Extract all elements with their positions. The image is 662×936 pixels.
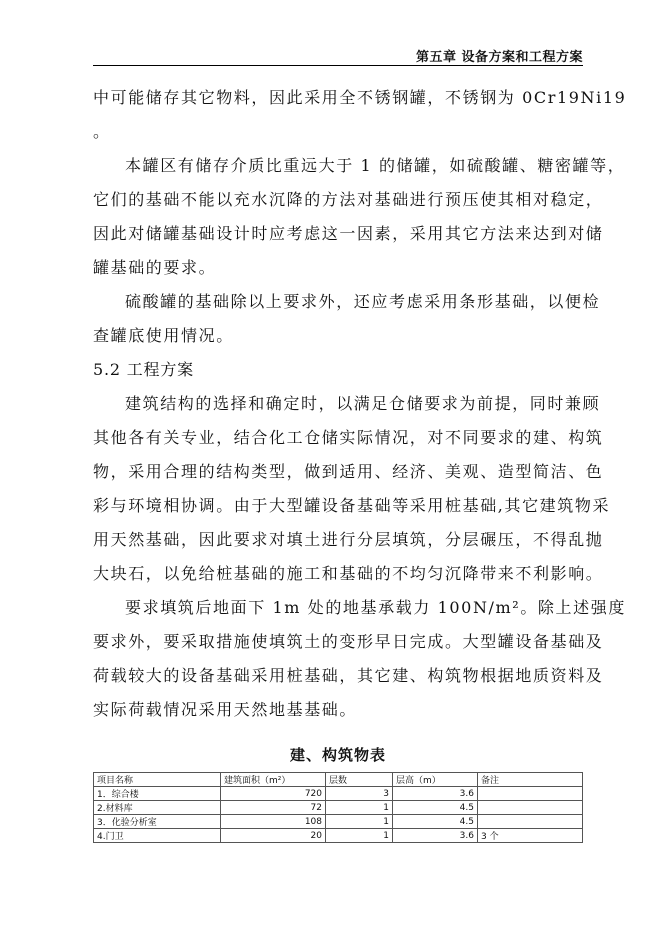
text-line: 。 <box>93 122 111 141</box>
cell-note: 3 个 <box>478 829 583 843</box>
cell-floors: 1 <box>326 801 393 815</box>
column-header: 项目名称 <box>94 773 221 787</box>
table-row <box>94 787 583 801</box>
column-header: 备注 <box>478 773 583 787</box>
table-row <box>94 815 583 829</box>
text-line: 罐基础的要求。 <box>93 258 217 277</box>
text-line: 查罐底使用情况。 <box>93 326 234 345</box>
cell-note <box>478 787 583 801</box>
page-header <box>93 44 583 64</box>
document-body <box>93 86 627 732</box>
paragraph-start: 硫酸罐的基础除以上要求外，还应考虑采用条形基础，以便检 <box>125 292 601 311</box>
cell-height: 3.6 <box>393 829 478 843</box>
table-title: 建、构筑物表 <box>289 746 386 764</box>
text-line: 大块石，以免给桩基础的施工和基础的不均匀沉降带来不利影响。 <box>93 564 604 583</box>
cell-name: 3．化验分析室 <box>94 815 221 829</box>
table-row <box>94 829 583 843</box>
text-line: 因此对储罐基础设计时应考虑这一因素，采用其它方法来达到对储 <box>93 224 604 243</box>
paragraph-start: 建筑结构的选择和确定时，以满足仓储要求为前提，同时兼顾 <box>125 394 601 413</box>
cell-area: 720 <box>221 787 326 801</box>
cell-floors: 1 <box>326 829 393 843</box>
paragraph-start: 本罐区有储存介质比重远大于 1 的储罐，如硫酸罐、糖密罐等， <box>125 156 626 175</box>
text-line: 用天然基础，因此要求对填土进行分层填筑，分层碾压，不得乱抛 <box>93 530 604 549</box>
header-rule <box>93 65 583 66</box>
cell-name: 1．综合楼 <box>94 787 221 801</box>
text-line: 荷载较大的设备基础采用桩基础，其它建、构筑物根据地质资料及 <box>93 666 604 685</box>
cell-height: 4.5 <box>393 801 478 815</box>
text-line: 其他各有关专业，结合化工仓储实际情况，对不同要求的建、构筑 <box>93 428 604 447</box>
cell-height: 3.6 <box>393 787 478 801</box>
cell-name: 2.材料库 <box>94 801 221 815</box>
section-heading: 5.2 工程方案 <box>93 360 194 379</box>
buildings-table <box>93 772 583 843</box>
text-line: 它们的基础不能以充水沉降的方法对基础进行预压使其相对稳定， <box>93 190 604 209</box>
cell-area: 108 <box>221 815 326 829</box>
column-header: 建筑面积（m²） <box>221 773 326 787</box>
text-line: 物，采用合理的结构类型，做到适用、经济、美观、造型简洁、色 <box>93 462 604 481</box>
text-line: 中可能储存其它物料，因此采用全不锈钢罐，不锈钢为 0Cr19Ni19 <box>93 88 627 107</box>
table-row <box>94 801 583 815</box>
text-line: 实际荷载情况采用天然地基基础。 <box>93 700 358 719</box>
chapter-title: 第五章 设备方案和工程方案 <box>415 50 583 65</box>
text-line: 要求外，要采取措施使填筑土的变形早日完成。大型罐设备基础及 <box>93 632 604 651</box>
cell-area: 72 <box>221 801 326 815</box>
cell-area: 20 <box>221 829 326 843</box>
cell-floors: 1 <box>326 815 393 829</box>
cell-note <box>478 801 583 815</box>
text-line: 彩与环境相协调。由于大型罐设备基础等采用桩基础,其它建筑物采 <box>93 496 611 515</box>
column-header: 层高（m） <box>393 773 478 787</box>
cell-name: 4.门卫 <box>94 829 221 843</box>
cell-note <box>478 815 583 829</box>
paragraph-start: 要求填筑后地面下 1m 处的地基承载力 100N/m²。除上述强度 <box>125 598 626 617</box>
table-header-row <box>94 773 583 787</box>
column-header: 层数 <box>326 773 393 787</box>
cell-height: 4.5 <box>393 815 478 829</box>
cell-floors: 3 <box>326 787 393 801</box>
